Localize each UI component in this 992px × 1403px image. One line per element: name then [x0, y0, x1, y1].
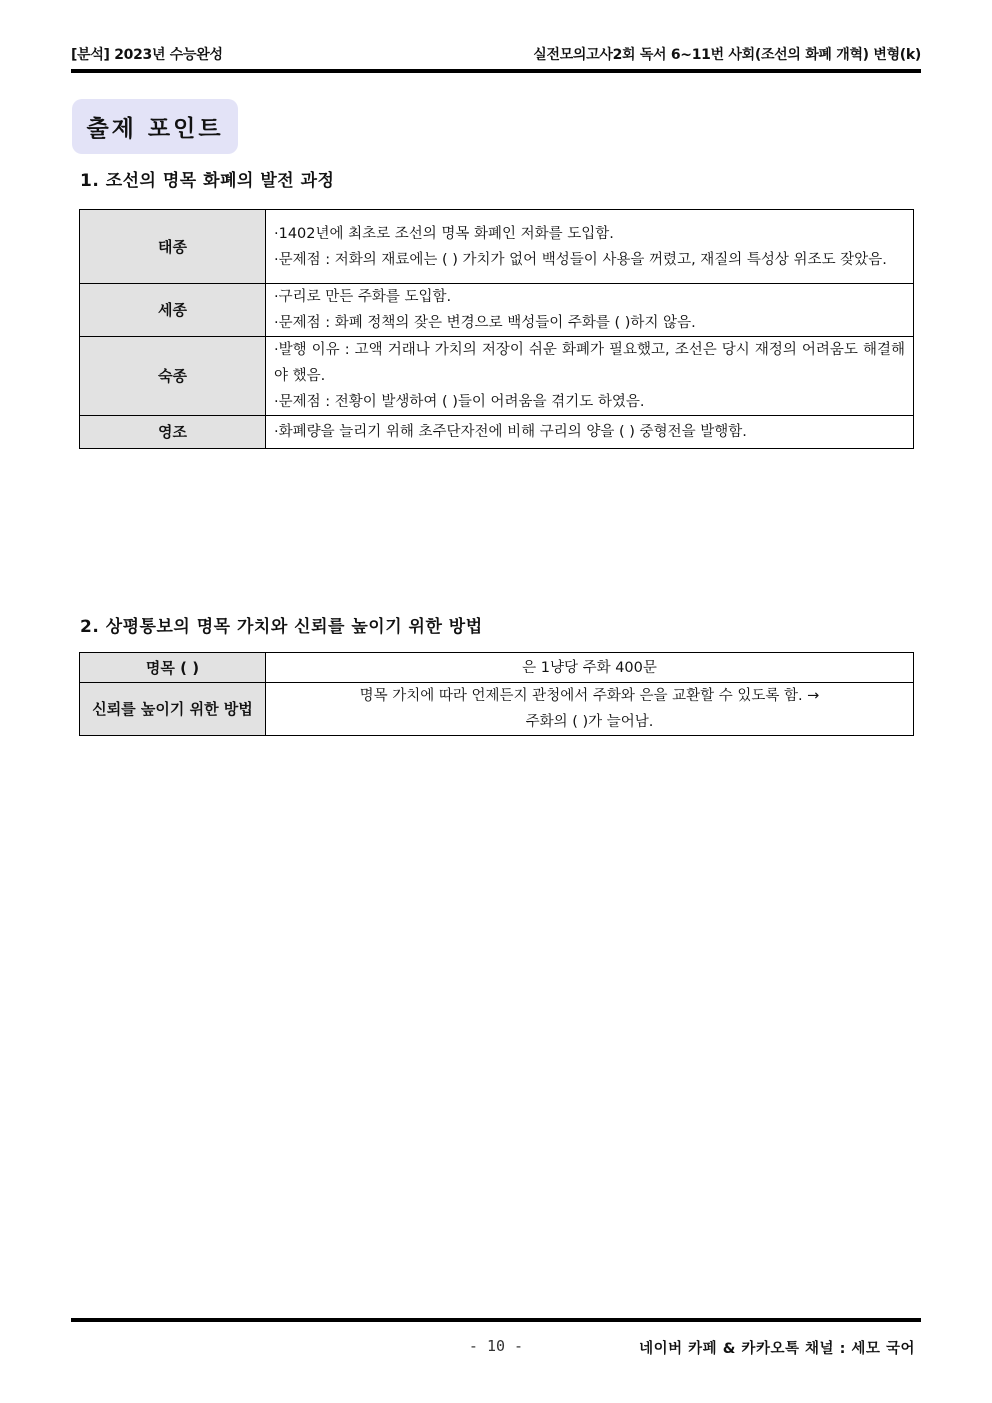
table-row	[80, 683, 914, 736]
row-line: 명목 가치에 따라 언제든지 관청에서 주화와 은을 교환할 수 있도록 함. →	[359, 688, 820, 704]
row-line: 은 1냥당 주화 400문	[522, 659, 657, 676]
section2-table	[79, 652, 914, 736]
row-line: ·문제점 : 저화의 재료에는 ( ) 가치가 없어 백성들이 사용을 꺼렸고, 재질의 특성상 위조도 잦았음.	[274, 251, 887, 268]
header-divider	[71, 69, 921, 73]
row-label: 신뢰를 높이기 위한 방법	[80, 683, 266, 736]
row-content	[266, 284, 914, 337]
row-line: ·구리로 만든 주화를 도입함.	[274, 289, 452, 305]
header-left-text: [분석] 2023년 수능완성	[71, 47, 223, 63]
table-row	[80, 337, 914, 416]
row-line: 주화의 ( )가 늘어남.	[525, 714, 654, 730]
section1-title: 1. 조선의 명목 화폐의 발전 과정	[80, 171, 335, 191]
row-line: ·발행 이유 : 고액 거래나 가치의 저장이 쉬운 화폐가 필요했고, 조선은 당시 재정의 어려움도 해결해야 했음.	[274, 342, 905, 384]
page-number: - 10 -	[468, 1337, 524, 1355]
section1-table	[79, 209, 914, 449]
row-line: ·1402년에 최초로 조선의 명목 화폐인 저화를 도입함.	[274, 225, 614, 242]
section2-title: 2. 상평통보의 명목 가치와 신뢰를 높이기 위한 방법	[80, 617, 483, 637]
row-content	[266, 416, 914, 449]
row-content	[266, 337, 914, 416]
footer-credit: 네이버 카페 & 카카오톡 채널 : 세모 국어	[639, 1341, 915, 1357]
table-row	[80, 653, 914, 683]
page-header	[71, 44, 921, 64]
section-badge: 출제 포인트	[72, 99, 238, 154]
row-line: ·문제점 : 화폐 정책의 잦은 변경으로 백성들이 주화를 ( )하지 않음.	[274, 315, 696, 331]
row-label: 태종	[80, 210, 266, 284]
table-row	[80, 284, 914, 337]
row-line: ·화폐량을 늘리기 위해 초주단자전에 비해 구리의 양을 ( ) 중형전을 발행함.	[274, 424, 747, 440]
row-label: 영조	[80, 416, 266, 449]
row-label: 숙종	[80, 337, 266, 416]
header-right-text: 실전모의고사2회 독서 6~11번 사회(조선의 화폐 개혁) 변형(k)	[533, 47, 921, 63]
table-row	[80, 416, 914, 449]
row-content	[266, 683, 914, 736]
row-content	[266, 653, 914, 683]
footer-divider	[71, 1318, 921, 1322]
table-row	[80, 210, 914, 284]
row-content	[266, 210, 914, 284]
row-label: 명목 ( )	[80, 653, 266, 683]
row-label: 세종	[80, 284, 266, 337]
row-line: ·문제점 : 전황이 발생하여 ( )들이 어려움을 겪기도 하였음.	[274, 394, 645, 410]
